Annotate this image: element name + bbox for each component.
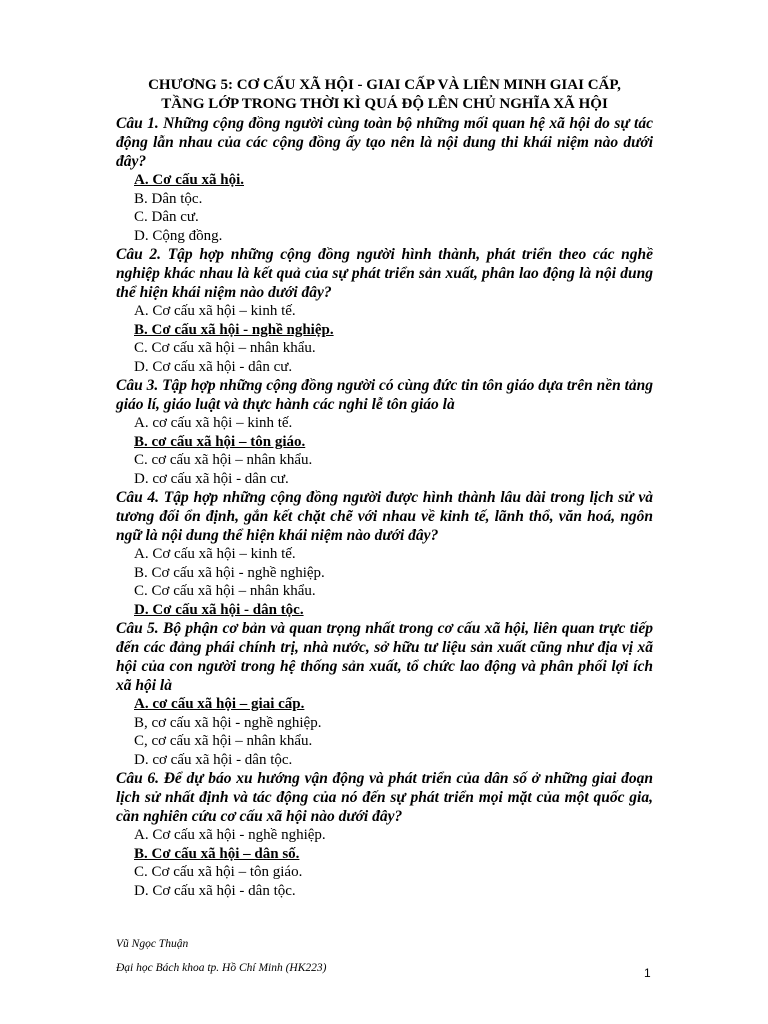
question-text: Câu 3. Tập hợp những cộng đồng người có cùng đức tin tôn giáo dựa trên nền tảng giáo lí, giáo luật và thực hành các nghi lễ tôn giáo là [116,377,653,413]
option-list [116,414,653,488]
question-block-2 [116,245,653,376]
option-list [116,302,653,376]
option-a: A. Cơ cấu xã hội – kinh tế. [134,303,296,319]
option-d: D. Cơ cấu xã hội - dân tộc. [134,882,296,899]
option-c: C, cơ cấu xã hội – nhân khẩu. [134,733,313,749]
footer-school: Đại học Bách khoa tp. Hồ Chí Minh (HK223) [116,962,327,974]
option-b: B. Cơ cấu xã hội - nghề nghiệp. [134,564,325,581]
question-text: Câu 4. Tập hợp những cộng đồng người được hình thành lâu dài trong lịch sử và tương đối ổn định, gắn kết chặt chẽ với nhau về kinh tế, lãnh thổ, văn hoá, ngôn ngữ là nội dung thể hiện khái niệm nào dưới đây? [116,489,653,544]
option-list [116,695,653,769]
option-a-correct: A. Cơ cấu xã hội. [134,172,244,188]
option-b-correct: B. Cơ cấu xã hội - nghề nghiệp. [134,321,334,338]
option-a: A. Cơ cấu xã hội - nghề nghiệp. [134,827,326,843]
option-d: D. cơ cấu xã hội - dân cư. [134,470,289,487]
option-c: C. Dân cư. [134,209,199,225]
question-text: Câu 1. Những cộng đồng người cùng toàn bộ những mối quan hệ xã hội do sự tác động lẫn nhau của các cộng đồng ấy tạo nên là nội dung thi khái niệm nào dưới đây? [116,115,653,170]
option-list [116,171,653,245]
option-d-correct: D. Cơ cấu xã hội - dân tộc. [134,601,304,618]
option-list [116,826,653,900]
option-c: C. Cơ cấu xã hội – nhân khẩu. [134,583,316,599]
question-text: Câu 6. Để dự báo xu hướng vận động và phát triển của dân số ở những giai đoạn lịch sử nhất định và tác động của nó đến sự phát triển mọi mặt của một quốc gia, cần nghiên cứu cơ cấu xã hội nào dưới đây? [116,770,653,825]
question-block-1 [116,114,653,245]
option-b: B, cơ cấu xã hội - nghề nghiệp. [134,714,322,731]
option-c: C. cơ cấu xã hội – nhân khẩu. [134,452,313,468]
option-b-correct: B. cơ cấu xã hội – tôn giáo. [134,433,306,450]
option-d: D. Cộng đồng. [134,227,223,244]
option-b: B. Dân tộc. [134,190,203,207]
question-block-4 [116,488,653,619]
footer-author: Vũ Ngọc Thuận [116,938,189,950]
question-text: Câu 5. Bộ phận cơ bản và quan trọng nhất trong cơ cấu xã hội, liên quan trực tiếp đến các đảng phái chính trị, nhà nước, sở hữu tư liệu sản xuất cũng như địa vị xã hội của con người trong hệ thống sản xuất, tổ chức lao động và phân phối lợi ích xã hội là [116,620,653,694]
page-number: 1 [644,966,651,980]
question-block-5 [116,619,653,769]
option-c: C. Cơ cấu xã hội – nhân khẩu. [134,340,316,356]
option-b-correct: B. Cơ cấu xã hội – dân số. [134,845,300,862]
document-content [116,76,653,900]
option-d: D. cơ cấu xã hội - dân tộc. [134,751,293,768]
option-d: D. Cơ cấu xã hội - dân cư. [134,358,293,375]
option-c: C. Cơ cấu xã hội – tôn giáo. [134,864,303,880]
question-block-3 [116,376,653,488]
question-block-6 [116,769,653,900]
option-a-correct: A. cơ cấu xã hội – giai cấp. [134,696,305,712]
question-text: Câu 2. Tập hợp những cộng đồng người hình thành, phát triển theo các nghề nghiệp khác nhau là kết quả của sự phát triển sản xuất, phân lao động là nội dung thể hiện khái niệm nào dưới đây? [116,246,653,301]
option-a: A. cơ cấu xã hội – kinh tế. [134,415,293,431]
option-list [116,545,653,619]
option-a: A. Cơ cấu xã hội – kinh tế. [134,546,296,562]
chapter-title: CHƯƠNG 5: CƠ CẤU XÃ HỘI - GIAI CẤP VÀ LIÊN MINH GIAI CẤP, TẦNG LỚP TRONG THỜI KÌ QUÁ ĐỘ LÊN CHỦ NGHĨA XÃ HỘI [148,77,621,112]
